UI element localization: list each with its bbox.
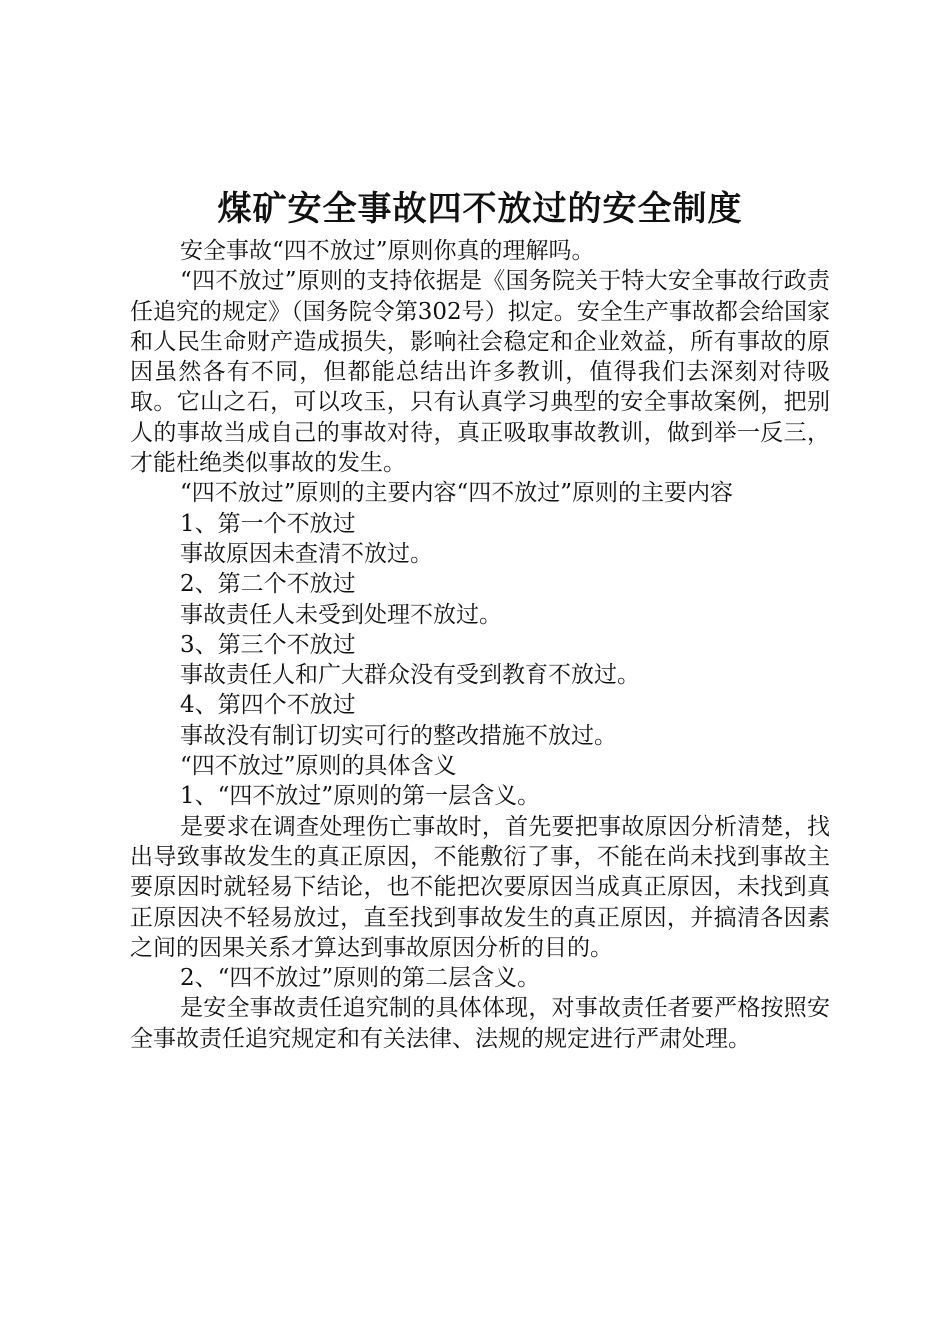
item-1-heading: 1、第一个不放过: [180, 510, 356, 537]
meaning-heading: “四不放过”原则的具体含义: [180, 753, 457, 780]
item-4-text: 事故没有制订切实可行的整改措施不放过。: [180, 722, 617, 749]
item-1-text: 事故原因未查清不放过。: [180, 540, 433, 567]
first-meaning-heading: 1、“四不放过”原则的第一层含义。: [180, 783, 541, 810]
item-2-text: 事故责任人未受到处理不放过。: [180, 601, 502, 628]
item-4-heading: 4、第四个不放过: [180, 692, 356, 719]
document-title: 煤矿安全事故四不放过的安全制度: [217, 189, 743, 229]
item-3-heading: 3、第三个不放过: [180, 631, 356, 658]
item-3-text: 事故责任人和广大群众没有受到教育不放过。: [180, 662, 640, 689]
first-meaning-text: 是要求在调查处理伤亡事故时，首先要把事故原因分析清楚，找出导致事故发生的真正原因，不能敷衍了事，不能在尚未找到事故主要原因时就轻易下结论，也不能把次要原因当成真正原因，未找到真正原因决不轻易放过，直至找到事故发生的真正原因，并搞清各因素之间的因果关系才算达到事故原因分析的目的。: [130, 813, 830, 961]
main-content-heading: “四不放过”原则的主要内容“四不放过”原则的主要内容: [180, 480, 734, 507]
second-meaning-text: 是安全事故责任追究制的具体体现，对事故责任者要严格按照安全事故责任追究规定和有关法律、法规的规定进行严肃处理。: [130, 995, 830, 1052]
intro-question: 安全事故“四不放过”原则你真的理解吗。: [180, 238, 595, 264]
document-page: [130, 186, 830, 1054]
second-meaning-heading: 2、“四不放过”原则的第二层含义。: [180, 965, 541, 992]
item-2-heading: 2、第二个不放过: [180, 571, 356, 598]
basis-paragraph: “四不放过”原则的支持依据是《国务院关于特大安全事故行政责任追究的规定》（国务院令第302号）拟定。安全生产事故都会给国家和人民生命财产造成损失，影响社会稳定和企业效益，所有事故的原因虽然各有不同，但都能总结出许多教训，值得我们去深刻对待吸取。它山之石，可以攻玉，只有认真学习典型的安全事故案例，把别人的事故当成自己的事故对待，真正吸取事故教训，做到举一反三，才能杜绝类似事故的发生。: [130, 268, 830, 477]
